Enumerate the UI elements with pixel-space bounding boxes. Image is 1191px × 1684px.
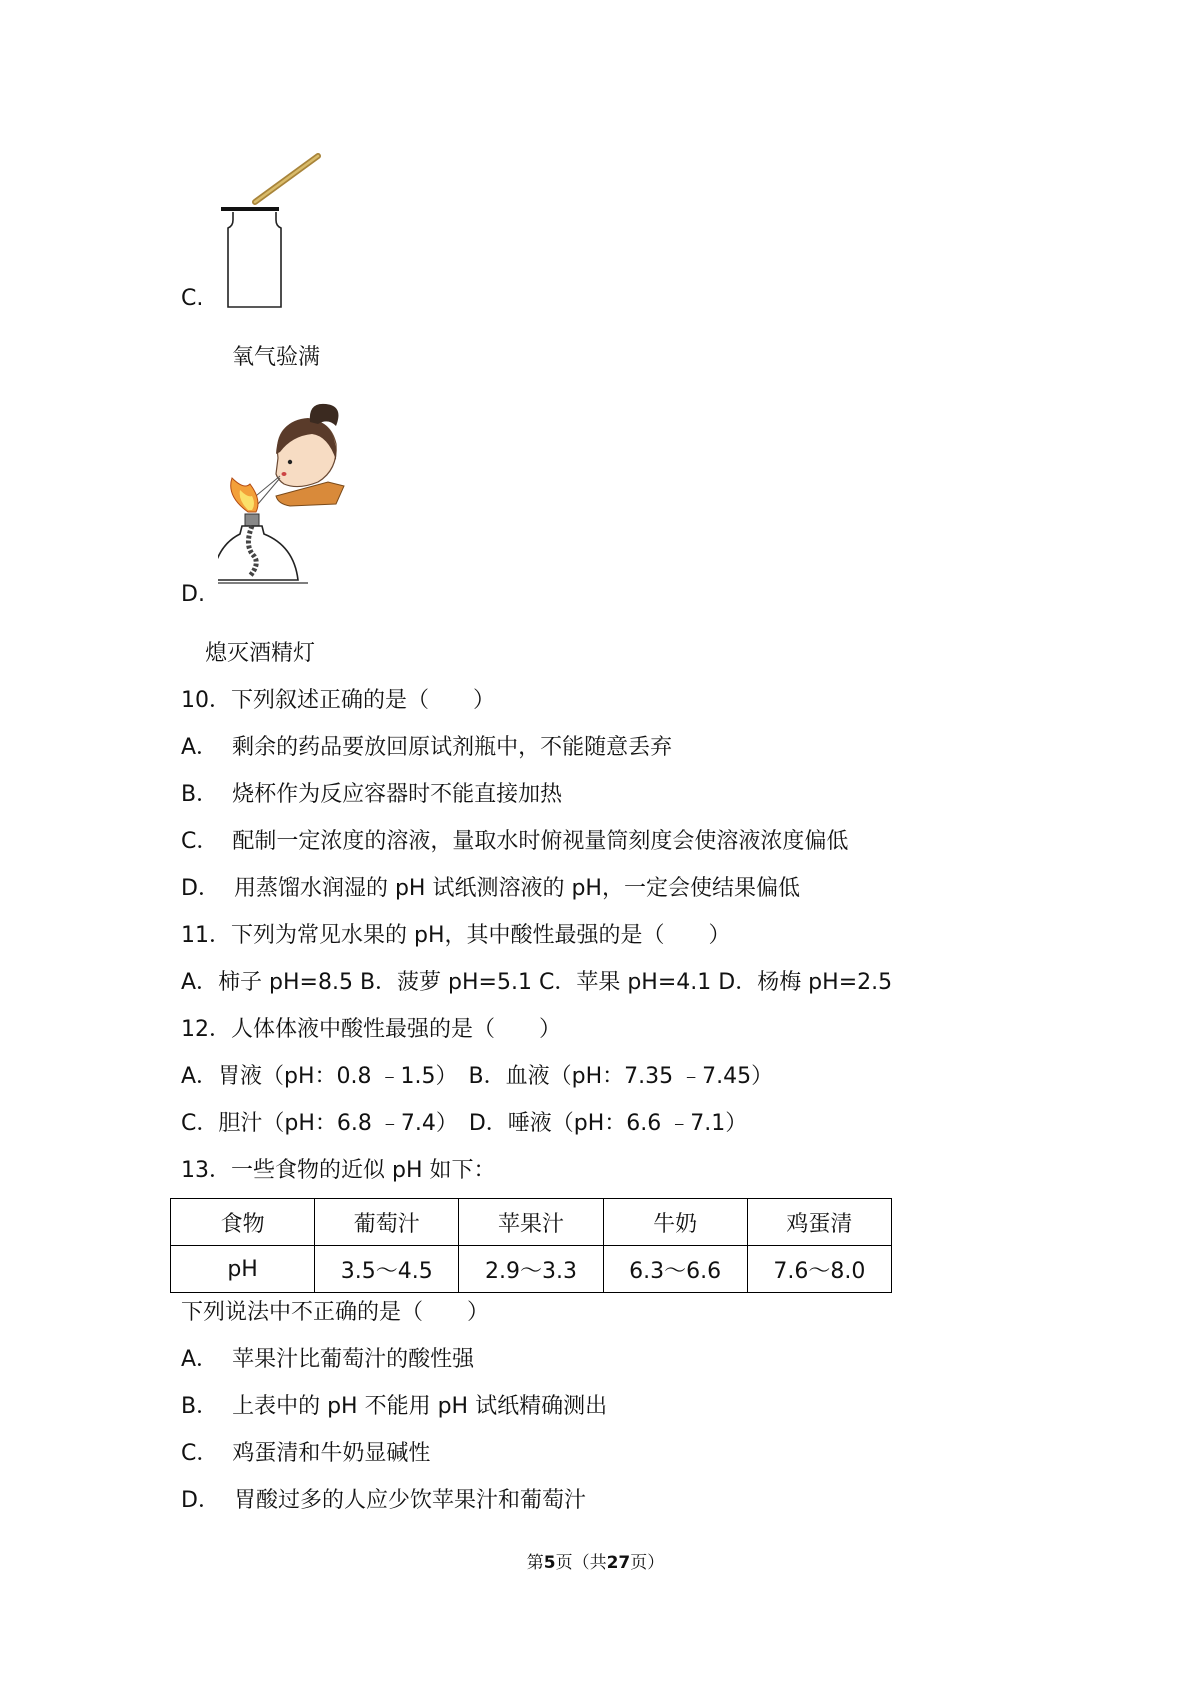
table-cell: pH — [171, 1246, 315, 1293]
q12-stem: 12．人体体液中酸性最强的是（ ） — [181, 1017, 561, 1042]
table-header-cell: 食物 — [171, 1199, 315, 1246]
option-label: B． — [181, 1394, 219, 1419]
girl-blowing-icon — [276, 404, 344, 506]
table-cell: 7.6～8.0 — [747, 1246, 891, 1293]
q10-option-d — [181, 874, 800, 904]
table-header-cell: 鸡蛋清 — [747, 1199, 891, 1246]
q13-stem: 13．一些食物的近似 pH 如下： — [181, 1158, 496, 1183]
option-text: 上表中的 pH 不能用 pH 试纸精确测出 — [232, 1394, 608, 1419]
q11-options: A．柿子 pH=8.5 B．菠萝 pH=5.1 C．苹果 pH=4.1 D．杨梅 pH=2.5 — [181, 970, 893, 995]
q10-option-a — [181, 733, 672, 763]
figure-d-caption: 熄灭酒精灯 — [205, 641, 316, 666]
option-text: 鸡蛋清和牛奶显碱性 — [232, 1441, 431, 1466]
figure-c-caption: 氧气验满 — [232, 345, 321, 370]
q11-stem: 11．下列为常见水果的 pH，其中酸性最强的是（ ） — [181, 923, 731, 948]
q12-options-line-2: C．胆汁（pH：6.8 ﹣7.4） D．唾液（pH：6.6 ﹣7.1） — [181, 1111, 748, 1136]
q13-option-d — [181, 1486, 586, 1516]
q10-stem: 10．下列叙述正确的是（ ） — [181, 688, 495, 713]
option-text: 配制一定浓度的溶液，量取水时俯视量筒刻度会使溶液浓度偏低 — [232, 829, 849, 854]
q12-options-line-1: A．胃液（pH：0.8 ﹣1.5） B．血液（pH：7.35 ﹣7.45） — [181, 1064, 774, 1089]
option-text: 烧杯作为反应容器时不能直接加热 — [232, 782, 563, 807]
wooden-splint-icon — [255, 156, 318, 202]
table-header-cell: 牛奶 — [603, 1199, 747, 1246]
q13-question: 下列说法中不正确的是（ ） — [181, 1300, 490, 1325]
flame-icon — [231, 478, 258, 512]
option-text: 剩余的药品要放回原试剂瓶中，不能随意丢弃 — [232, 735, 673, 760]
table-cell: 6.3～6.6 — [603, 1246, 747, 1293]
oxygen-test-illustration — [215, 150, 335, 310]
figure-c-option: C. — [181, 286, 204, 311]
option-text: 胃酸过多的人应少饮苹果汁和葡萄汁 — [233, 1488, 586, 1513]
table-row — [171, 1246, 892, 1293]
option-label: A． — [181, 1347, 219, 1372]
option-text: 用蒸馏水润湿的 pH 试纸测溶液的 pH，一定会使结果偏低 — [233, 876, 800, 901]
table-header-row — [171, 1199, 892, 1246]
table-cell: 3.5～4.5 — [315, 1246, 459, 1293]
q13-option-b — [181, 1392, 607, 1422]
page-footer — [0, 1548, 1191, 1573]
q13-option-c — [181, 1439, 430, 1469]
alcohol-lamp-illustration — [218, 400, 368, 610]
table-cell: 2.9～3.3 — [459, 1246, 603, 1293]
option-label: C． — [181, 829, 219, 854]
q13-option-a — [181, 1345, 474, 1375]
option-label: D． — [181, 1488, 220, 1513]
figure-d-option: D. — [181, 582, 205, 607]
footer-suffix: 页） — [630, 1553, 665, 1573]
option-label: C． — [181, 1441, 219, 1466]
option-text: 苹果汁比葡萄汁的酸性强 — [232, 1347, 475, 1372]
footer-middle: 页（共 — [555, 1553, 607, 1573]
option-label: B． — [181, 782, 219, 807]
table-header-cell: 葡萄汁 — [315, 1199, 459, 1246]
footer-prefix: 第 — [526, 1553, 544, 1573]
option-label: A． — [181, 735, 219, 760]
alcohol-lamp-icon — [218, 514, 308, 583]
q10-option-b — [181, 780, 562, 810]
option-label: D． — [181, 876, 220, 901]
total-pages: 27 — [606, 1553, 631, 1573]
food-ph-table — [170, 1198, 892, 1293]
q10-option-c — [181, 827, 848, 857]
page-number: 5 — [543, 1553, 556, 1573]
table-header-cell: 苹果汁 — [459, 1199, 603, 1246]
gas-bottle-icon — [221, 207, 281, 307]
